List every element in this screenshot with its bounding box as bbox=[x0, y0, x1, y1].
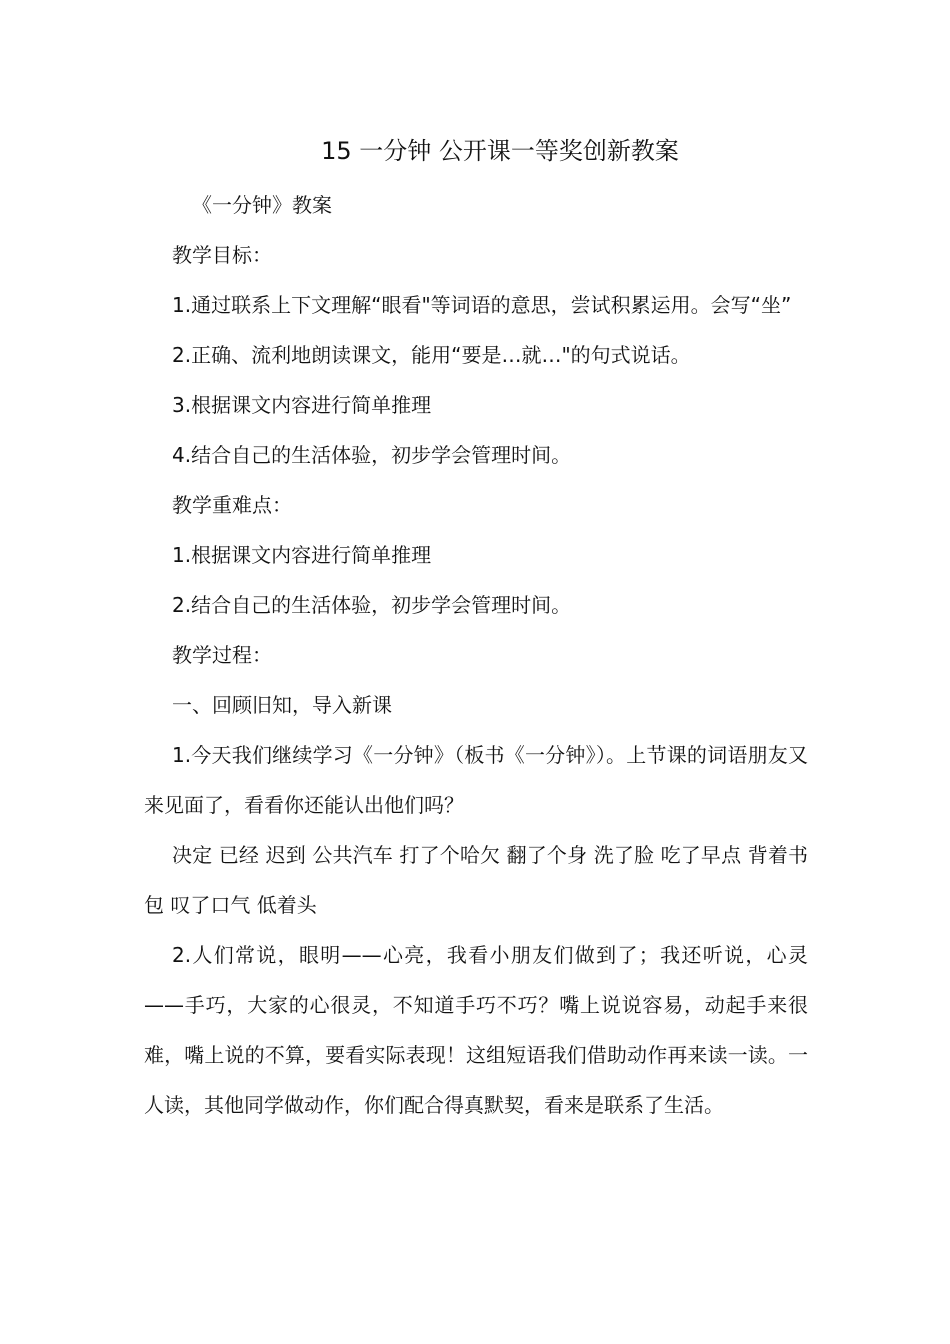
section-heading-objectives: 教学目标： bbox=[172, 243, 272, 267]
document-title: 15 一分钟 公开课一等奖创新教案 bbox=[321, 137, 679, 165]
process-paragraph-1: 1.今天我们继续学习《一分钟》（板书《一分钟》）。上节课的词语朋友又来见面了，看看你还能认出他们吗？ bbox=[144, 743, 808, 817]
process-paragraph-2: 2.人们常说，眼明——心亮，我看小朋友们做到了；我还听说，心灵——手巧，大家的心很灵，不知道手巧不巧？嘴上说说容易，动起手来很难，嘴上说的不算，要看实际表现！这组短语我们借助动作再来读一读。一人读，其他同学做动作，你们配合得真默契，看来是联系了生活。 bbox=[144, 943, 808, 1117]
vocabulary-list: 决定 已经 迟到 公共汽车 打了个哈欠 翻了个身 洗了脸 吃了早点 背着书包 叹了口气 低着头 bbox=[144, 843, 808, 917]
section-heading-key-points: 教学重难点： bbox=[172, 493, 292, 517]
objective-item-1: 1.通过联系上下文理解“眼看"等词语的意思，尝试积累运用。会写“坐” bbox=[172, 293, 792, 317]
section-heading-process: 教学过程： bbox=[172, 643, 272, 667]
process-step-heading-1: 一、回顾旧知，导入新课 bbox=[172, 693, 392, 717]
lesson-heading: 《一分钟》教案 bbox=[192, 193, 332, 217]
key-point-item-2: 2.结合自己的生活体验，初步学会管理时间。 bbox=[172, 593, 572, 617]
objective-item-4: 4.结合自己的生活体验，初步学会管理时间。 bbox=[172, 443, 572, 467]
objective-item-2: 2.正确、流利地朗读课文，能用“要是…就…"的句式说话。 bbox=[172, 343, 691, 367]
key-point-item-1: 1.根据课文内容进行简单推理 bbox=[172, 543, 432, 567]
document-body bbox=[144, 180, 808, 1130]
objective-item-3: 3.根据课文内容进行简单推理 bbox=[172, 393, 432, 417]
